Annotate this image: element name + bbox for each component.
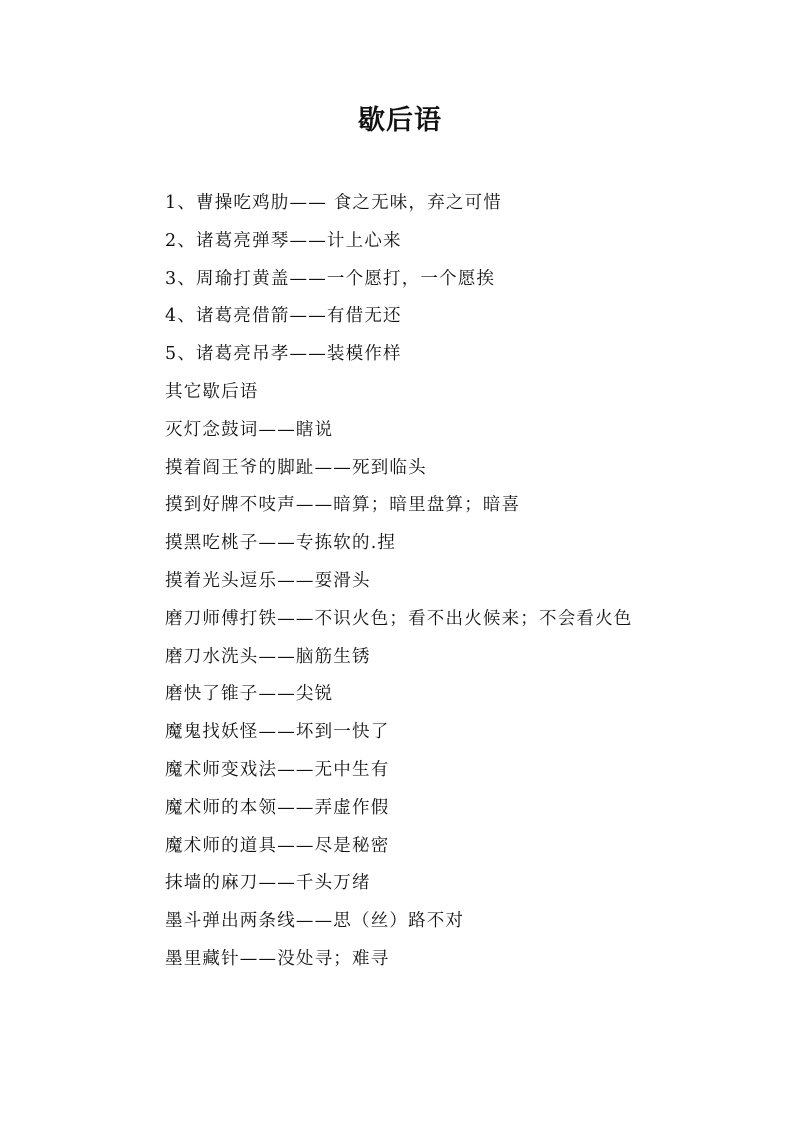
list-item: 3、周瑜打黄盖——一个愿打，一个愿挨 <box>165 268 496 289</box>
list-item: 磨快了锥子——尖锐 <box>165 684 334 705</box>
list-item: 魔鬼找妖怪——坏到一快了 <box>165 722 390 743</box>
proverb-list <box>120 185 690 979</box>
list-item: 摸着阎王爷的脚趾——死到临头 <box>165 457 427 478</box>
list-item: 魔术师的本领——弄虚作假 <box>165 797 390 818</box>
list-item: 4、诸葛亮借箭——有借无还 <box>165 306 402 327</box>
list-item: 墨斗弹出两条线——思（丝）路不对 <box>165 911 465 932</box>
list-item: 魔术师变戏法——无中生有 <box>165 759 390 780</box>
list-item: 1、曹操吃鸡肋—— 食之无味，弃之可惜 <box>165 193 502 213</box>
section-heading: 其它歇后语 <box>165 381 259 402</box>
list-item: 摸到好牌不吱声——暗算；暗里盘算；暗喜 <box>165 495 521 516</box>
page-title: 歇后语 <box>358 105 442 136</box>
list-item: 灭灯念鼓词——瞎说 <box>165 419 334 440</box>
list-item: 磨刀水洗头——脑筋生锈 <box>165 646 371 667</box>
list-item: 魔术师的道具——尽是秘密 <box>165 835 390 856</box>
list-item: 墨里藏针——没处寻；难寻 <box>165 948 390 969</box>
list-item: 磨刀师傅打铁——不识火色；看不出火候来；不会看火色 <box>165 608 633 629</box>
list-item: 2、诸葛亮弹琴——计上心来 <box>165 230 402 251</box>
list-item: 5、诸葛亮吊孝——装模作样 <box>165 344 402 365</box>
list-item: 抹墙的麻刀——千头万绪 <box>165 873 371 894</box>
list-item: 摸黑吃桃子——专拣软的.捏 <box>165 533 397 554</box>
list-item: 摸着光头逗乐——耍滑头 <box>165 570 371 591</box>
